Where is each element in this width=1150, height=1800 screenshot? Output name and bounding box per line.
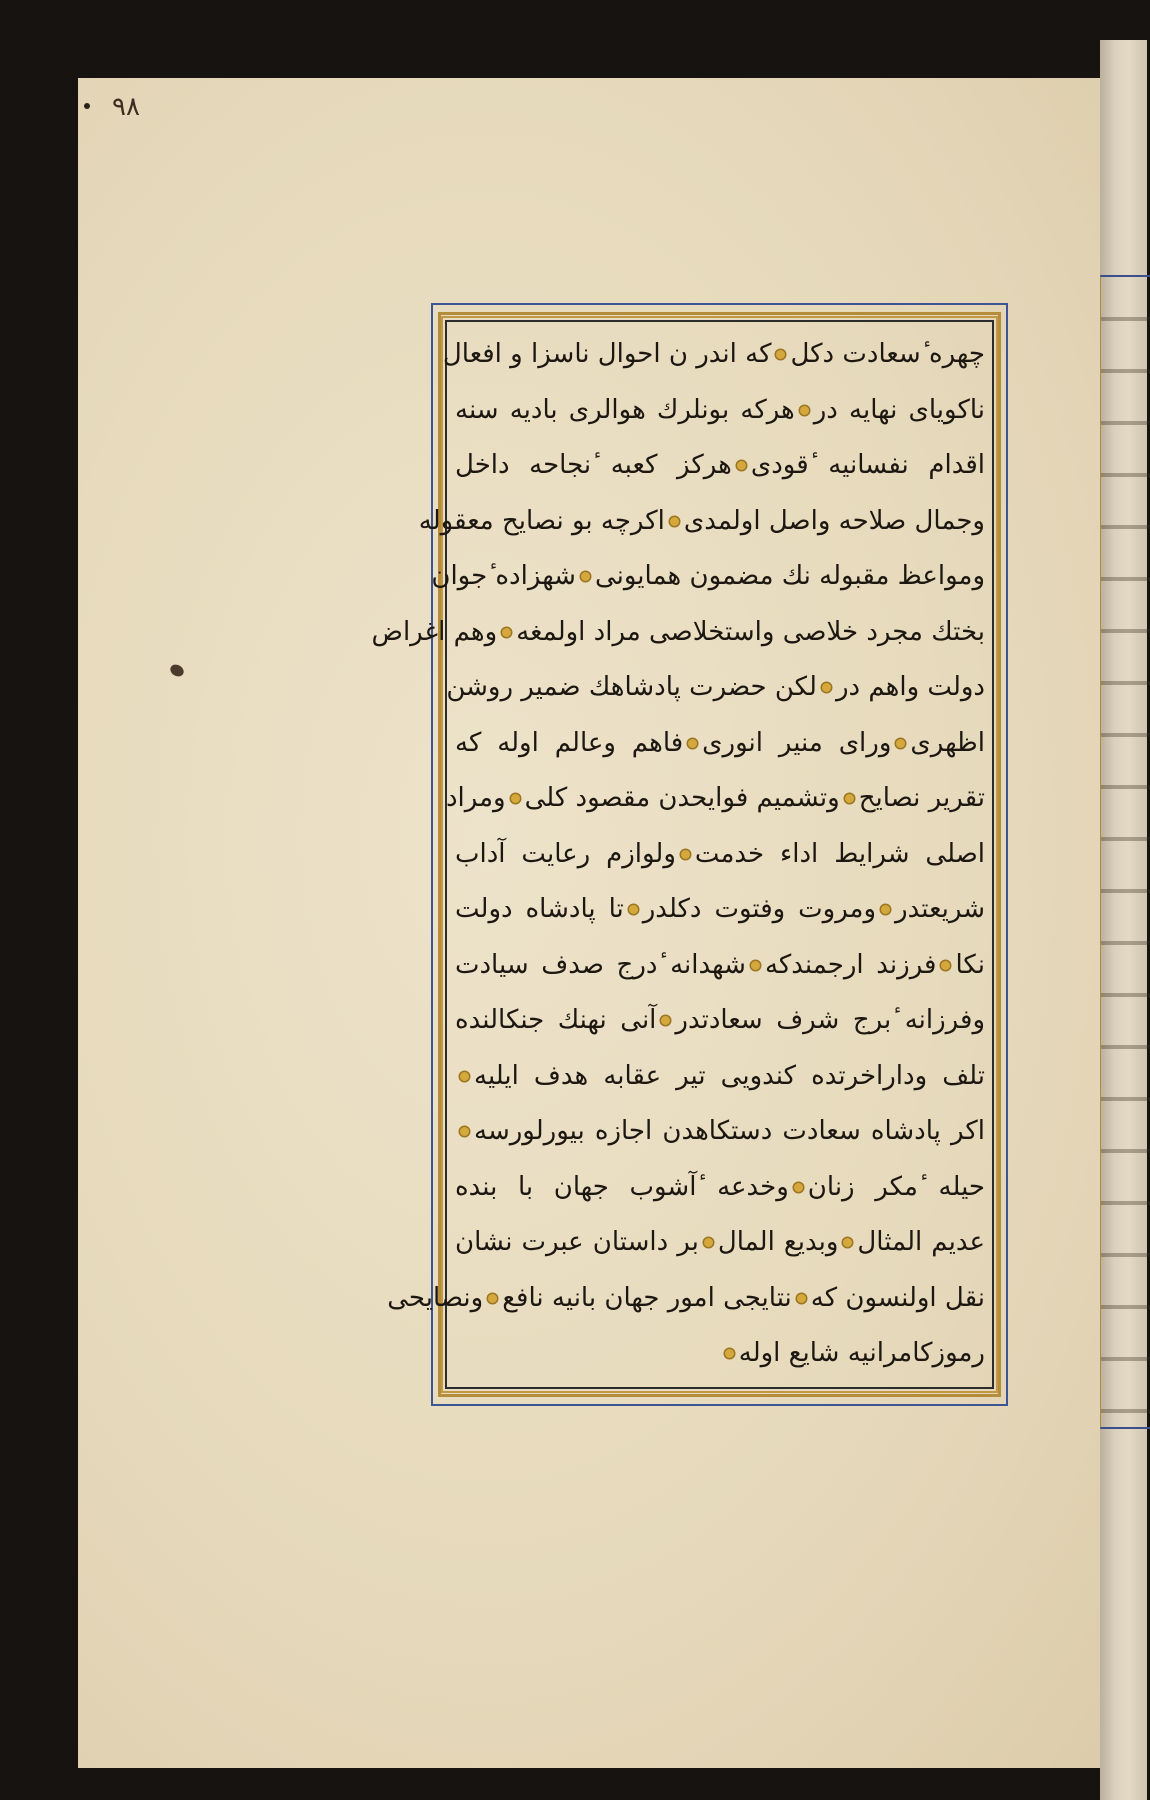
text-segment: آنى نهنك جنكالنده bbox=[455, 1005, 657, 1035]
text-segment: فرزند ارجمندكه bbox=[764, 949, 937, 980]
text-segment: ناكوياى نهايه در bbox=[813, 394, 985, 425]
text-line bbox=[431, 549, 985, 605]
text-segment: اكر پادشاه سعادت دستكاهدن اجازه بيورلورسه bbox=[474, 1116, 985, 1146]
text-line bbox=[455, 993, 985, 1049]
text-line bbox=[455, 1160, 985, 1216]
gold-rosette-divider bbox=[488, 1294, 497, 1303]
adjacent-page-text-panel bbox=[1098, 275, 1150, 1429]
text-segment: هركز كعبه ٔنجاحه داخل bbox=[455, 450, 732, 480]
text-line bbox=[387, 1271, 985, 1327]
folio-dot bbox=[84, 103, 90, 109]
text-segment: تلف وداراخرتده كندويى تير عقابه هدف ايليه bbox=[474, 1060, 985, 1091]
text-segment: وجمال صلاحه واصل اولمدى bbox=[683, 505, 985, 536]
text-segment: تقرير نصايح bbox=[858, 783, 985, 813]
gold-rosette-divider bbox=[794, 1183, 803, 1192]
text-segment: وفرزانه ٔبرج شرف سعادتدر bbox=[675, 1005, 985, 1035]
text-line bbox=[371, 605, 985, 661]
text-segment: وراى منير انورى bbox=[702, 727, 892, 758]
gold-rosette-divider bbox=[941, 961, 950, 970]
gold-rosette-divider bbox=[845, 794, 854, 803]
text-segment: اكرچه بو نصايح معقوله bbox=[418, 505, 665, 536]
gold-rosette-divider bbox=[460, 1127, 469, 1136]
gold-rosette-divider bbox=[822, 683, 831, 692]
text-segment: نكا bbox=[955, 949, 986, 980]
gold-rosette-divider bbox=[797, 1294, 806, 1303]
text-segment: ومروت وفتوت دكلدر bbox=[642, 894, 877, 924]
text-segment: شهدانه ٔدرج صدف سيادت bbox=[455, 949, 746, 980]
gold-rosette-divider bbox=[581, 572, 590, 581]
text-segment: تا پادشاه دولت bbox=[455, 894, 624, 924]
text-segment: وهم اغراض bbox=[371, 616, 498, 647]
text-segment: عديم المثال bbox=[857, 1227, 985, 1257]
text-segment: رموزكامرانيه شايع اوله bbox=[738, 1338, 985, 1368]
gold-rosette-divider bbox=[511, 794, 520, 803]
gold-rosette-divider bbox=[502, 628, 511, 637]
text-segment: وبديع المال bbox=[717, 1227, 839, 1257]
text-line bbox=[455, 1326, 985, 1382]
gold-rosette-divider bbox=[681, 850, 690, 859]
text-line bbox=[446, 660, 985, 716]
text-line bbox=[455, 1215, 985, 1271]
text-block bbox=[371, 327, 986, 1382]
text-line bbox=[455, 882, 985, 938]
text-line bbox=[445, 771, 985, 827]
text-segment: هركه بونلرك هوالرى باديه سنه bbox=[455, 394, 795, 425]
text-line bbox=[455, 1104, 985, 1160]
text-segment: لكن حضرت پادشاهك ضمير روشن bbox=[446, 672, 817, 702]
gold-rosette-divider bbox=[843, 1238, 852, 1247]
text-segment: اقدام نفسانيه ٔقودى bbox=[750, 450, 985, 480]
text-line bbox=[455, 938, 985, 994]
gold-rosette-divider bbox=[704, 1238, 713, 1247]
gold-rosette-divider bbox=[460, 1072, 469, 1081]
gold-rosette-divider bbox=[896, 739, 905, 748]
text-segment: ونصايحى bbox=[387, 1282, 484, 1313]
text-line bbox=[455, 383, 985, 439]
gold-rosette-divider bbox=[629, 905, 638, 914]
gold-rosette-divider bbox=[800, 406, 809, 415]
text-line bbox=[442, 327, 985, 383]
gold-rosette-divider bbox=[776, 350, 785, 359]
text-line bbox=[455, 438, 985, 494]
gold-rosette-divider bbox=[661, 1016, 670, 1025]
folio-number: ٩٨ bbox=[112, 92, 140, 122]
gold-rosette-divider bbox=[881, 905, 890, 914]
text-line bbox=[418, 494, 985, 550]
text-segment: نتايجى امور جهان بانيه نافع bbox=[502, 1282, 792, 1313]
text-segment: اظهرى bbox=[910, 727, 985, 758]
gold-rosette-divider bbox=[737, 461, 746, 470]
text-segment: دولت واهم در bbox=[835, 672, 985, 702]
text-segment: فاهم وعالم اوله كه bbox=[455, 727, 684, 758]
gold-rosette-divider bbox=[725, 1349, 734, 1358]
text-segment: شهزاده ٔجوان bbox=[431, 561, 576, 591]
text-segment: وتشميم فوايحدن مقصود كلى bbox=[524, 783, 840, 813]
gold-rosette-divider bbox=[751, 961, 760, 970]
text-segment: حيله ٔمكر زنان bbox=[807, 1171, 985, 1202]
text-segment: ومراد bbox=[445, 783, 506, 813]
text-line bbox=[455, 827, 985, 883]
text-segment: وخدعه ٔآشوب جهان با بنده bbox=[455, 1171, 789, 1202]
text-segment: چهره ٔسعادت دكل bbox=[790, 339, 985, 369]
text-line bbox=[455, 1049, 985, 1105]
gold-rosette-divider bbox=[670, 517, 679, 526]
text-segment: ومواعظ مقبوله نك مضمون همايونى bbox=[594, 561, 985, 591]
text-segment: اصلى شرايط اداء خدمت bbox=[694, 838, 985, 869]
text-segment: شريعتدر bbox=[895, 894, 985, 924]
text-segment: كه اندر ن احوال ناسزا و افعال bbox=[442, 339, 772, 369]
text-segment: نقل اولنسون كه bbox=[810, 1282, 985, 1313]
text-segment: بر داستان عبرت نشان bbox=[455, 1227, 699, 1257]
text-segment: بختك مجرد خلاصى واستخلاصى مراد اولمغه bbox=[516, 616, 985, 647]
text-segment: ولوازم رعايت آداب bbox=[455, 838, 676, 869]
gold-rosette-divider bbox=[688, 739, 697, 748]
text-line bbox=[455, 716, 985, 772]
